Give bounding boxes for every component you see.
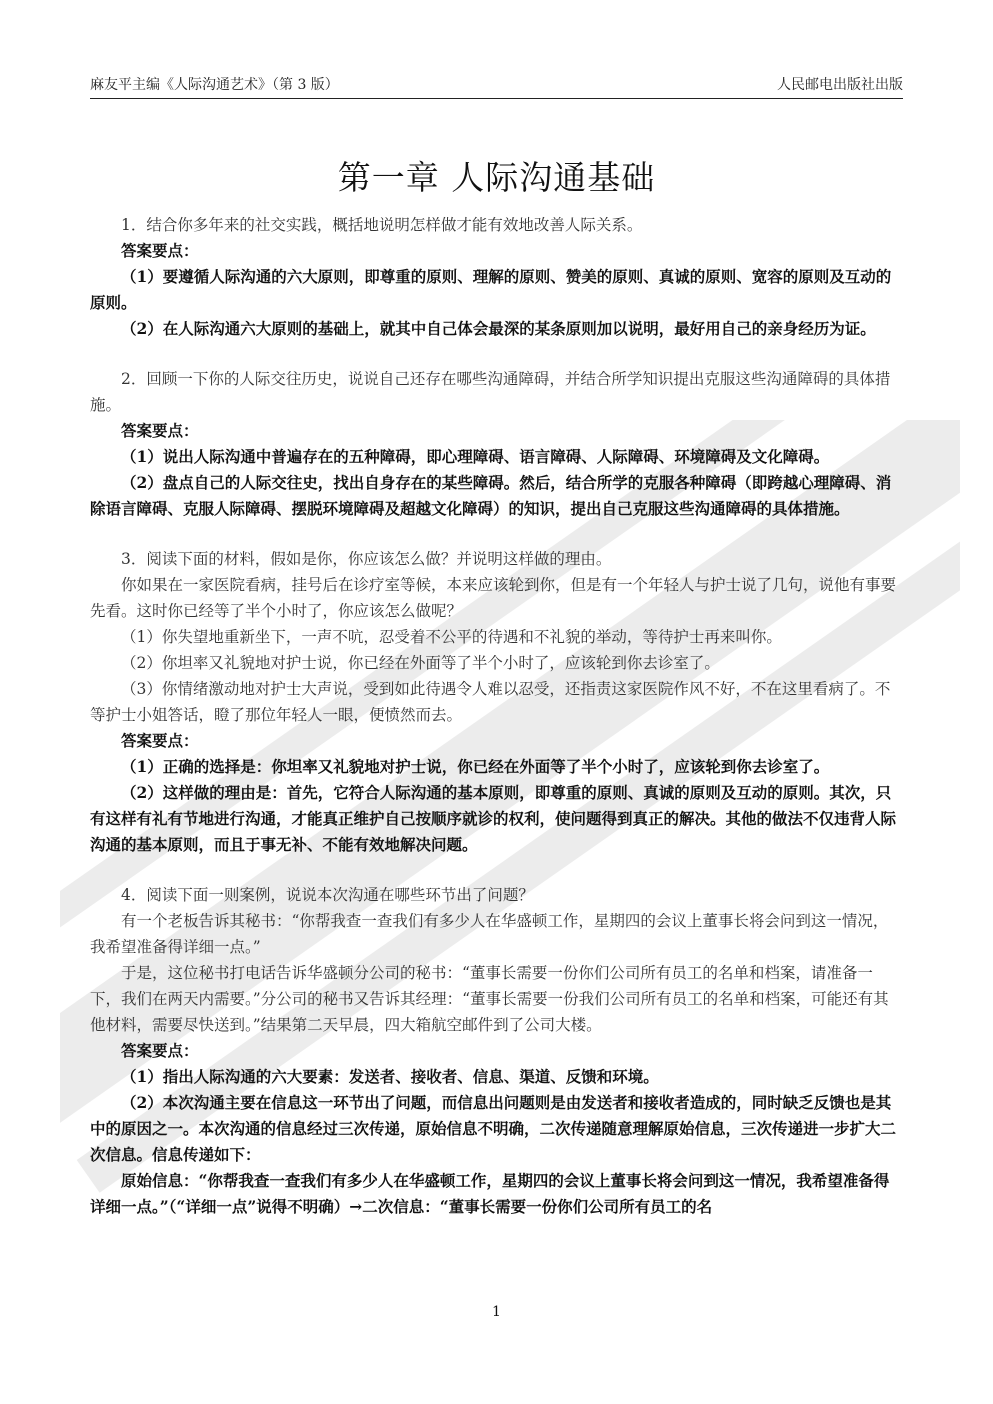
question-paragraph: 2．回顾一下你的人际交往历史，说说自己还存在哪些沟通障碍，并结合所学知识提出克服这些沟通障碍的具体措施。 — [90, 370, 891, 414]
paragraph-gap — [90, 858, 903, 882]
document-body — [90, 212, 903, 1220]
page-header — [90, 70, 903, 99]
question-paragraph: （2）你坦率又礼貌地对护士说，你已经在外面等了半个小时了，应该轮到你去诊室了。 — [121, 654, 720, 672]
question-paragraph: 于是，这位秘书打电话告诉华盛顿分公司的秘书：“董事长需要一份你们公司所有员工的名单和档案，请准备一下，我们在两天内需要。”分公司的秘书又告诉其经理：“董事长需要一份我们公司所有员工的名单和档案，可能还有其他材料，需要尽快送到。”结果第二天早晨，四大箱航空邮件到了公司大楼。 — [90, 964, 889, 1034]
answer-paragraph: （1）指出人际沟通的六大要素：发送者、接收者、信息、渠道、反馈和环境。 — [121, 1067, 659, 1086]
question-paragraph: （1）你失望地重新坐下，一声不吭，忍受着不公平的待遇和不礼貌的举动，等待护士再来叫你。 — [121, 628, 782, 646]
header-publisher: 人民邮电出版社出版 — [777, 77, 903, 93]
answer-paragraph: 原始信息：“你帮我查一查我们有多少人在华盛顿工作，星期四的会议上董事长将会问到这一情况，我希望准备得详细一点。”（“详细一点”说得不明确）→二次信息：“董事长需要一份你们公司所有员工的名 — [90, 1171, 890, 1216]
paragraph-gap — [90, 342, 903, 366]
question-paragraph: 3．阅读下面的材料，假如是你，你应该怎么做？并说明这样做的理由。 — [121, 550, 612, 568]
answer-paragraph: （2）盘点自己的人际交往史，找出自身存在的某些障碍。然后，结合所学的克服各种障碍（即跨越心理障碍、消除语言障碍、克服人际障碍、摆脱环境障碍及超越文化障碍）的知识，提出自己克服这些沟通障碍的具体措施。 — [90, 473, 892, 518]
chapter-title: 第一章 人际沟通基础 — [337, 158, 656, 197]
answer-heading: 答案要点： — [121, 421, 199, 440]
answer-paragraph: （2）本次沟通主要在信息这一环节出了问题，而信息出问题则是由发送者和接收者造成的，同时缺乏反馈也是其中的原因之一。本次沟通的信息经过三次传递，原始信息不明确，二次传递随意理解原始信息，三次传递进一步扩大二次信息。信息传递如下： — [90, 1093, 897, 1164]
question-paragraph: 1．结合你多年来的社交实践，概括地说明怎样做才能有效地改善人际关系。 — [121, 216, 643, 234]
question-paragraph: 你如果在一家医院看病，挂号后在诊疗室等候，本来应该轮到你，但是有一个年轻人与护士说了几句，说他有事要先看。这时你已经等了半个小时了，你应该怎么做呢？ — [90, 576, 897, 620]
answer-paragraph: （1）要遵循人际沟通的六大原则，即尊重的原则、理解的原则、赞美的原则、真诚的原则、宽容的原则及互动的原则。 — [90, 267, 892, 312]
answer-heading: 答案要点： — [121, 241, 199, 260]
answer-paragraph: （1）说出人际沟通中普遍存在的五种障碍，即心理障碍、语言障碍、人际障碍、环境障碍及文化障碍。 — [121, 447, 830, 466]
page-number: 1 — [492, 1304, 501, 1320]
question-paragraph: 4．阅读下面一则案例，说说本次沟通在哪些环节出了问题？ — [121, 886, 534, 904]
question-paragraph: 有一个老板告诉其秘书：“你帮我查一查我们有多少人在华盛顿工作，星期四的会议上董事长将会问到这一情况，我希望准备得详细一点。” — [90, 912, 889, 956]
answer-paragraph: （2）这样做的理由是：首先，它符合人际沟通的基本原则，即尊重的原则、真诚的原则及互动的原则。其次，只有这样有礼有节地进行沟通，才能真正维护自己按顺序就诊的权利，使问题得到真正的解决。其他的做法不仅违背人际沟通的基本原则，而且于事无补、不能有效地解决问题。 — [90, 783, 897, 854]
answer-paragraph: （1）正确的选择是：你坦率又礼貌地对护士说，你已经在外面等了半个小时了，应该轮到你去诊室了。 — [121, 757, 830, 776]
answer-paragraph: （2）在人际沟通六大原则的基础上，就其中自己体会最深的某条原则加以说明，最好用自己的亲身经历为证。 — [121, 319, 876, 338]
answer-heading: 答案要点： — [121, 1041, 199, 1060]
header-book-title: 麻友平主编《人际沟通艺术》（第 3 版） — [90, 77, 339, 93]
paragraph-gap — [90, 522, 903, 546]
answer-heading: 答案要点： — [121, 731, 199, 750]
question-paragraph: （3）你情绪激动地对护士大声说，受到如此待遇令人难以忍受，还指责这家医院作风不好，不在这里看病了。不等护士小姐答话，瞪了那位年轻人一眼，便愤然而去。 — [90, 680, 891, 724]
